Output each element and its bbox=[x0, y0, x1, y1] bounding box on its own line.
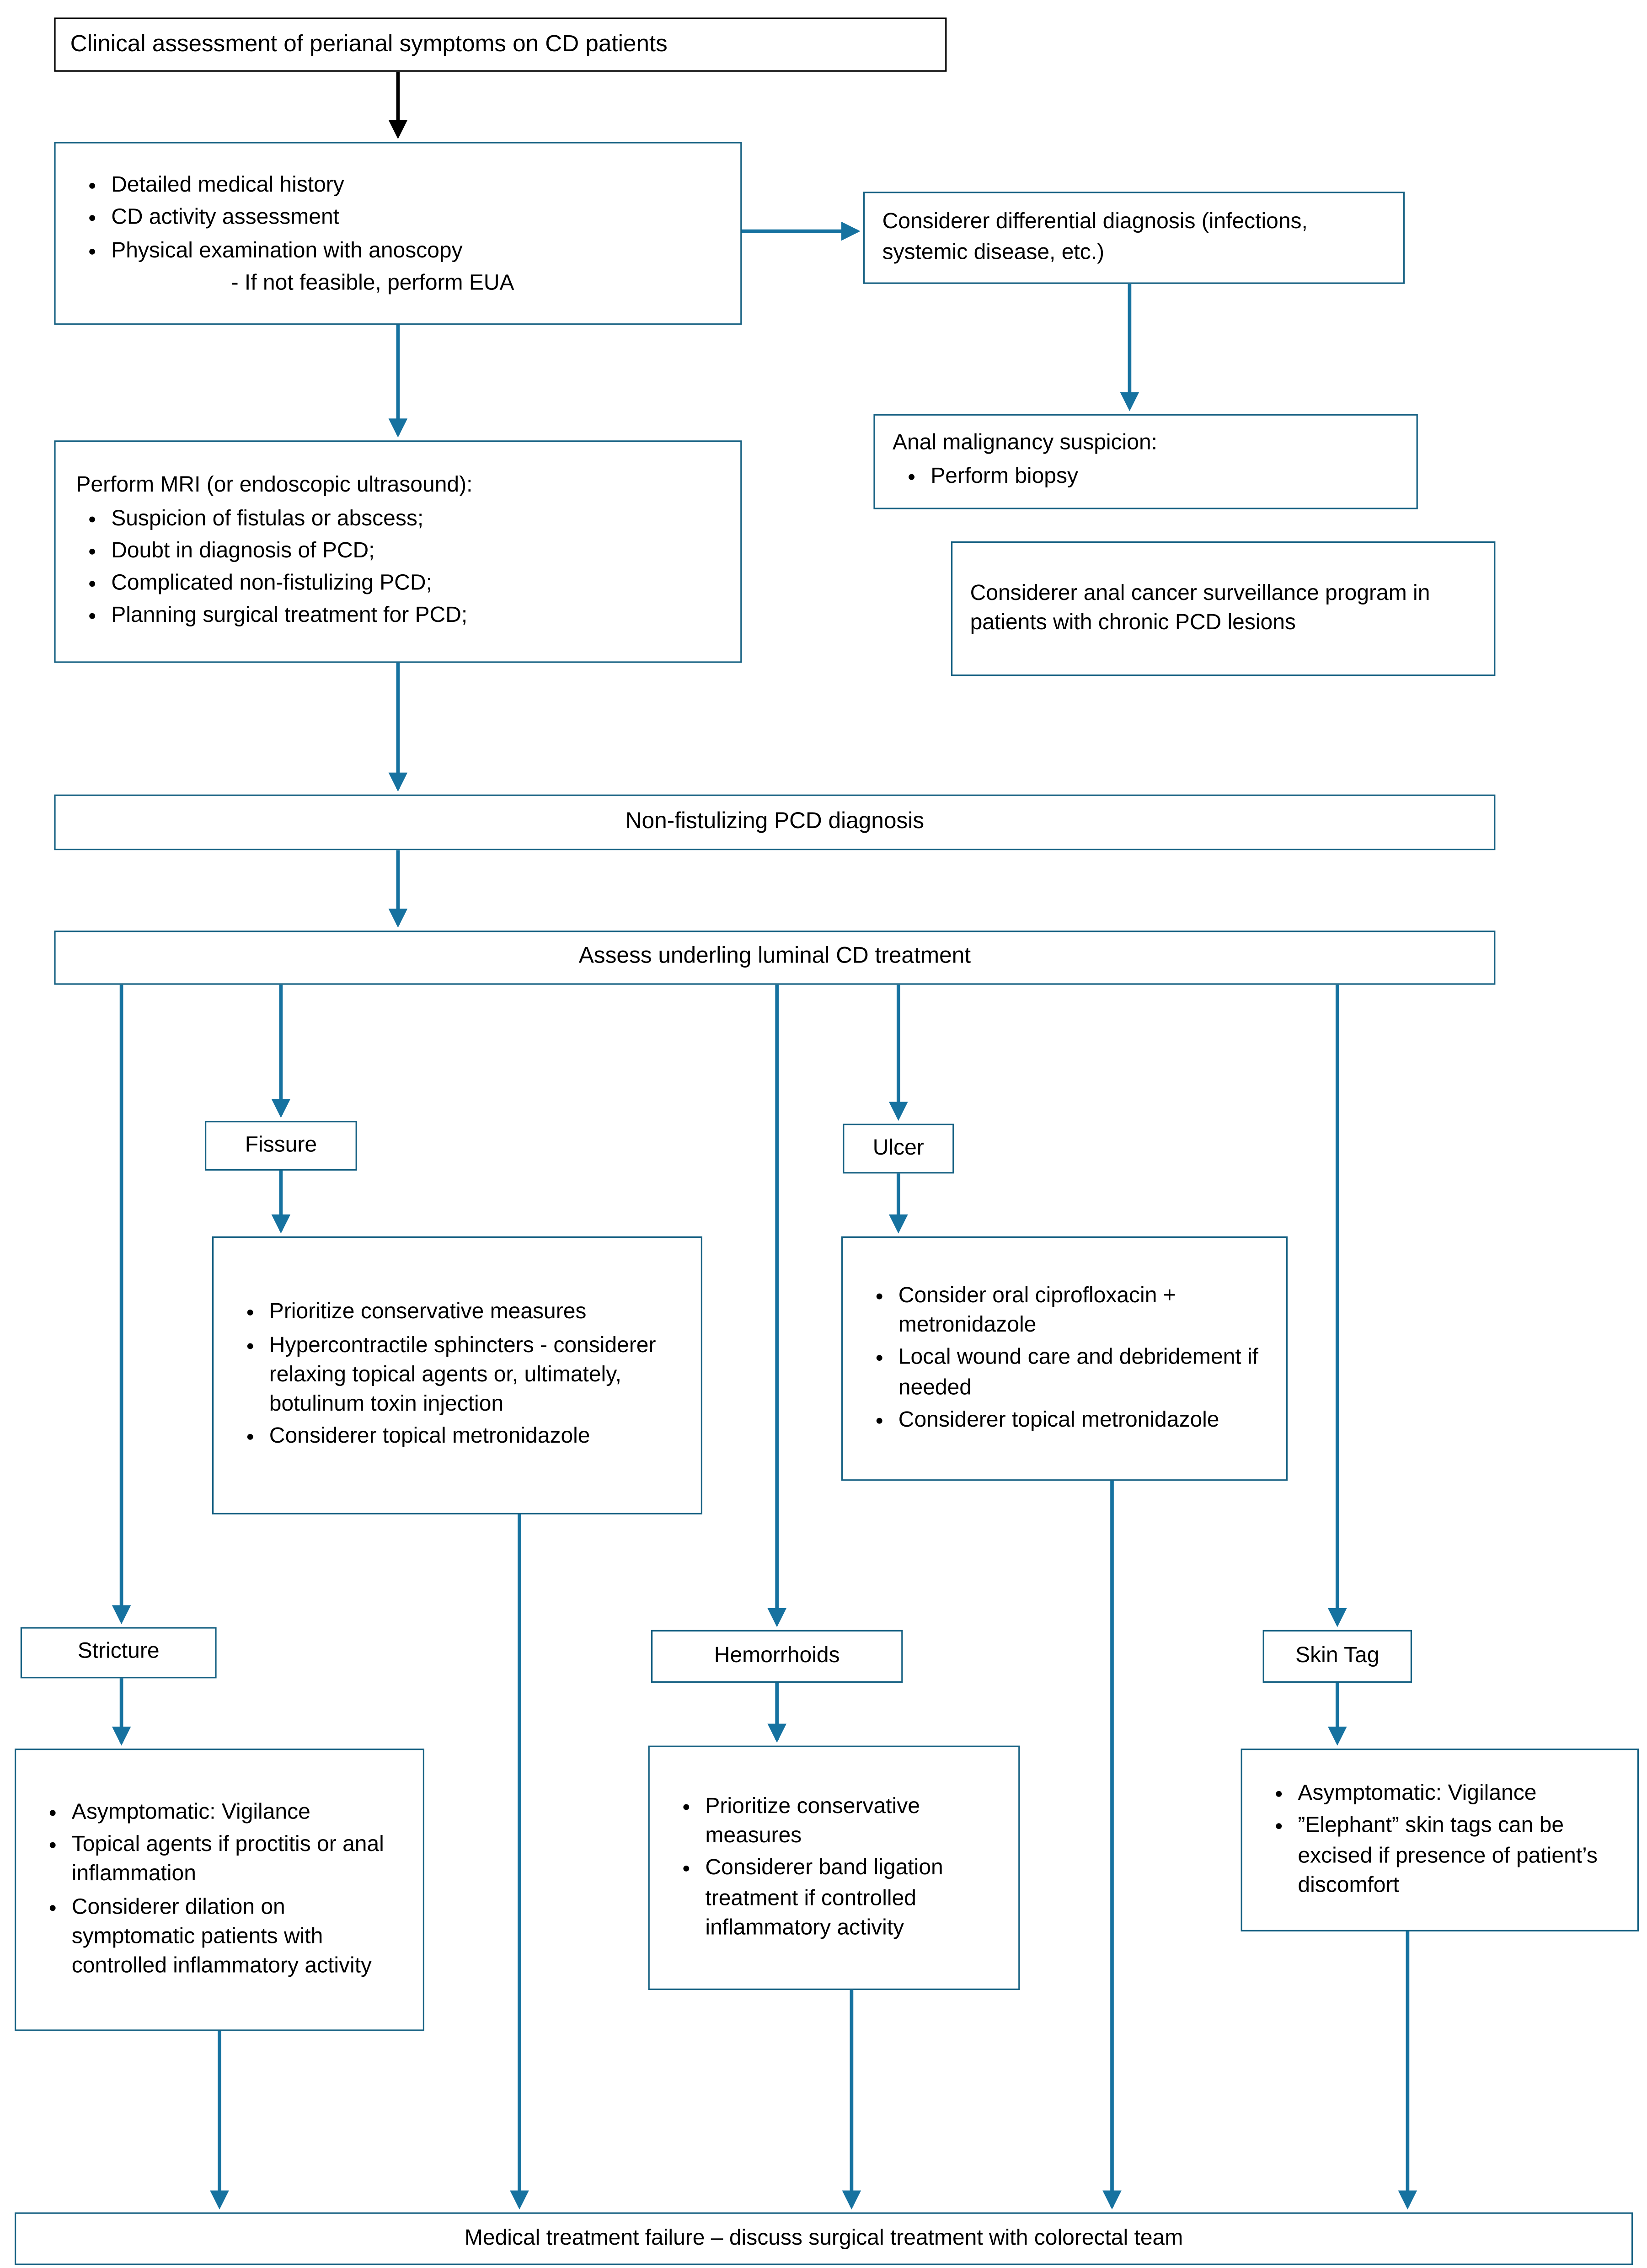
fissure-bullet-list bbox=[231, 1295, 684, 1455]
title-text: Clinical assessment of perianal symptoms on CD patients bbox=[70, 32, 668, 57]
stricture-bullet-list bbox=[34, 1795, 406, 1984]
hemorrhoids-bullet-list bbox=[667, 1789, 1001, 1946]
malignancy-box bbox=[873, 414, 1417, 509]
ulcer-label: Ulcer bbox=[872, 1135, 924, 1161]
bullet-item: • Topical agents if proctitis or anal inflammation bbox=[72, 1830, 406, 1890]
bullet-item: • Prioritize conservative measures bbox=[269, 1299, 684, 1328]
fissure-label: Fissure bbox=[245, 1132, 317, 1157]
diagnosis-text: Non-fistulizing PCD diagnosis bbox=[625, 808, 925, 834]
mri-bullet-list bbox=[73, 501, 723, 634]
bullet-item: • Considerer topical metronidazole bbox=[898, 1406, 1269, 1436]
bullet-item: • CD activity assessment bbox=[111, 204, 723, 234]
bullet-item: • Complicated non-fistulizing PCD; bbox=[111, 569, 723, 599]
bullet-item: • Consider oral ciprofloxacin + metronidazole bbox=[898, 1282, 1269, 1341]
skintag-box bbox=[1241, 1749, 1639, 1931]
hemorrhoids-label-box bbox=[651, 1630, 903, 1683]
skintag-label: Skin Tag bbox=[1295, 1643, 1380, 1668]
skintag-label-box bbox=[1263, 1630, 1412, 1683]
fissure-box bbox=[212, 1236, 702, 1514]
bullet-item: • Considerer topical metronidazole bbox=[269, 1423, 684, 1453]
stricture-box bbox=[15, 1749, 424, 2031]
diagnosis-box bbox=[54, 795, 1495, 850]
failure-text: Medical treatment failure – discuss surgical treatment with colorectal team bbox=[464, 2225, 1183, 2251]
mri-box bbox=[54, 440, 742, 663]
title-box bbox=[54, 17, 946, 71]
mri-title: Perform MRI (or endoscopic ultrasound): bbox=[76, 473, 473, 498]
bullet-item: • Prioritize conservative measures bbox=[705, 1792, 1000, 1852]
surveillance-text: Considerer anal cancer surveillance program in patients with chronic PCD lesions bbox=[970, 580, 1430, 635]
bullet-item: • Local wound care and debridement if needed bbox=[898, 1344, 1269, 1403]
bullet-item: • Doubt in diagnosis of PCD; bbox=[111, 537, 723, 567]
bullet-item: • Planning surgical treatment for PCD; bbox=[111, 602, 723, 631]
assessment-bullet-list bbox=[73, 168, 723, 269]
assessment-sub-item: - If not feasible, perform EUA bbox=[231, 270, 514, 295]
skintag-bullet-list bbox=[1260, 1776, 1620, 1904]
differential-text: Considerer differential diagnosis (infections, systemic disease, etc.) bbox=[882, 209, 1308, 264]
stricture-label-box bbox=[21, 1627, 217, 1678]
bullet-item: • Hypercontractile sphincters - considerer relaxing topical agents or, ultimately, botulinum toxin injection bbox=[269, 1331, 684, 1420]
bullet-item: • ”Elephant” skin tags can be excised if presence of patient’s discomfort bbox=[1298, 1812, 1620, 1900]
bullet-item: • Physical examination with anoscopy bbox=[111, 236, 723, 266]
bullet-item: • Detailed medical history bbox=[111, 171, 723, 201]
fissure-label-box bbox=[205, 1121, 357, 1171]
ulcer-bullet-list bbox=[861, 1278, 1269, 1439]
malignancy-bullet-list bbox=[893, 459, 1399, 494]
bullet-item: • Perform biopsy bbox=[930, 462, 1399, 492]
hemorrhoids-box bbox=[648, 1746, 1020, 1990]
bullet-item: • Suspicion of fistulas or abscess; bbox=[111, 504, 723, 534]
assess-box bbox=[54, 931, 1495, 984]
assessment-box bbox=[54, 142, 742, 325]
bullet-item: • Asymptomatic: Vigilance bbox=[72, 1798, 406, 1828]
hemorrhoids-label: Hemorrhoids bbox=[714, 1643, 840, 1668]
surveillance-box bbox=[951, 541, 1495, 676]
failure-box bbox=[15, 2212, 1633, 2265]
bullet-item: • Considerer dilation on symptomatic patients with controlled inflammatory activity bbox=[72, 1893, 406, 1981]
ulcer-label-box bbox=[843, 1124, 954, 1174]
stricture-label: Stricture bbox=[77, 1639, 160, 1664]
malignancy-title: Anal malignancy suspicion: bbox=[893, 430, 1157, 455]
assess-text: Assess underling luminal CD treatment bbox=[578, 944, 971, 969]
bullet-item: • Asymptomatic: Vigilance bbox=[1298, 1779, 1620, 1809]
differential-box bbox=[863, 192, 1405, 284]
ulcer-box bbox=[841, 1236, 1288, 1481]
bullet-item: • Considerer band ligation treatment if controlled inflammatory activity bbox=[705, 1855, 1000, 1943]
